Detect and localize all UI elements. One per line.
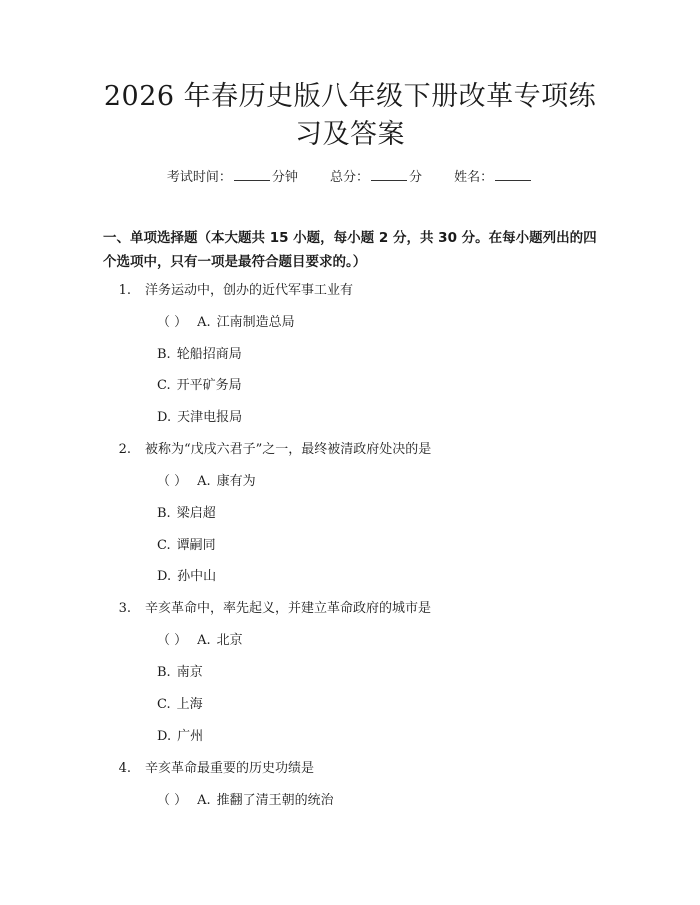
question-number: 4. (118, 761, 131, 776)
name-label: 姓名： (454, 170, 494, 185)
option-a (157, 791, 334, 811)
option-text: 开平矿务局 (176, 378, 242, 393)
option-text: 北京 (216, 633, 243, 648)
option-letter: A. (197, 315, 211, 330)
option-a (157, 313, 295, 333)
option-text: 南京 (176, 665, 203, 680)
option-letter: A. (197, 474, 211, 489)
score-blank (371, 168, 407, 181)
answer-paren: （ ） (157, 793, 188, 808)
option-d (157, 727, 203, 747)
exam-meta-line (0, 168, 700, 188)
question-stem (103, 599, 603, 619)
option-text: 康有为 (216, 474, 256, 489)
option-text: 孙中山 (177, 569, 217, 584)
option-b (157, 345, 242, 365)
time-unit: 分钟 (271, 170, 298, 185)
score-label: 总分： (329, 170, 369, 185)
option-text: 推翻了清王朝的统治 (216, 793, 334, 808)
option-letter: D. (157, 569, 172, 584)
question-text: 洋务运动中，创办的近代军事工业有 (145, 283, 354, 298)
option-text: 天津电报局 (177, 410, 243, 425)
option-d (157, 567, 216, 587)
option-letter: D. (157, 410, 172, 425)
document-title: 2026 年春历史版八年级下册改革专项练习及答案 (103, 81, 597, 150)
time-field (167, 168, 298, 188)
name-field (454, 168, 533, 188)
time-blank (234, 168, 270, 181)
option-b (157, 504, 216, 524)
option-letter: C. (157, 538, 171, 553)
option-d (157, 408, 242, 428)
answer-paren: （ ） (157, 474, 188, 489)
section-header: 一、单项选择题（本大题共 15 小题，每小题 2 分，共 30 分。在每小题列出的四个选项中，只有一项是最符合题目要求的。） (103, 230, 597, 270)
option-letter: B. (157, 347, 171, 362)
option-text: 梁启超 (176, 506, 216, 521)
option-a (157, 631, 243, 651)
question-stem (103, 281, 603, 301)
option-c (157, 536, 216, 556)
question-number: 2. (118, 442, 131, 457)
question-stem (103, 440, 603, 460)
option-b (157, 663, 203, 683)
option-text: 广州 (177, 729, 204, 744)
option-letter: D. (157, 729, 172, 744)
time-label: 考试时间： (166, 170, 232, 185)
option-letter: C. (157, 697, 171, 712)
option-text: 谭嗣同 (176, 538, 216, 553)
option-text: 上海 (176, 697, 203, 712)
score-unit: 分 (409, 170, 423, 185)
option-letter: B. (157, 665, 171, 680)
question-text: 辛亥革命中，率先起义，并建立革命政府的城市是 (145, 601, 432, 616)
option-text: 轮船招商局 (176, 347, 242, 362)
option-letter: A. (197, 793, 211, 808)
option-letter: A. (197, 633, 211, 648)
option-letter: B. (157, 506, 171, 521)
option-c (157, 376, 242, 396)
option-letter: C. (157, 378, 171, 393)
question-text: 辛亥革命最重要的历史功绩是 (145, 761, 315, 776)
answer-paren: （ ） (157, 315, 188, 330)
question-stem (103, 759, 603, 779)
score-field (330, 168, 422, 188)
answer-paren: （ ） (157, 633, 188, 648)
name-blank (495, 168, 531, 181)
option-c (157, 695, 203, 715)
question-text: 被称为“戊戌六君子”之一，最终被清政府处决的是 (145, 442, 432, 457)
question-number: 1. (118, 283, 131, 298)
question-number: 3. (118, 601, 131, 616)
option-a (157, 472, 256, 492)
option-text: 江南制造总局 (216, 315, 295, 330)
